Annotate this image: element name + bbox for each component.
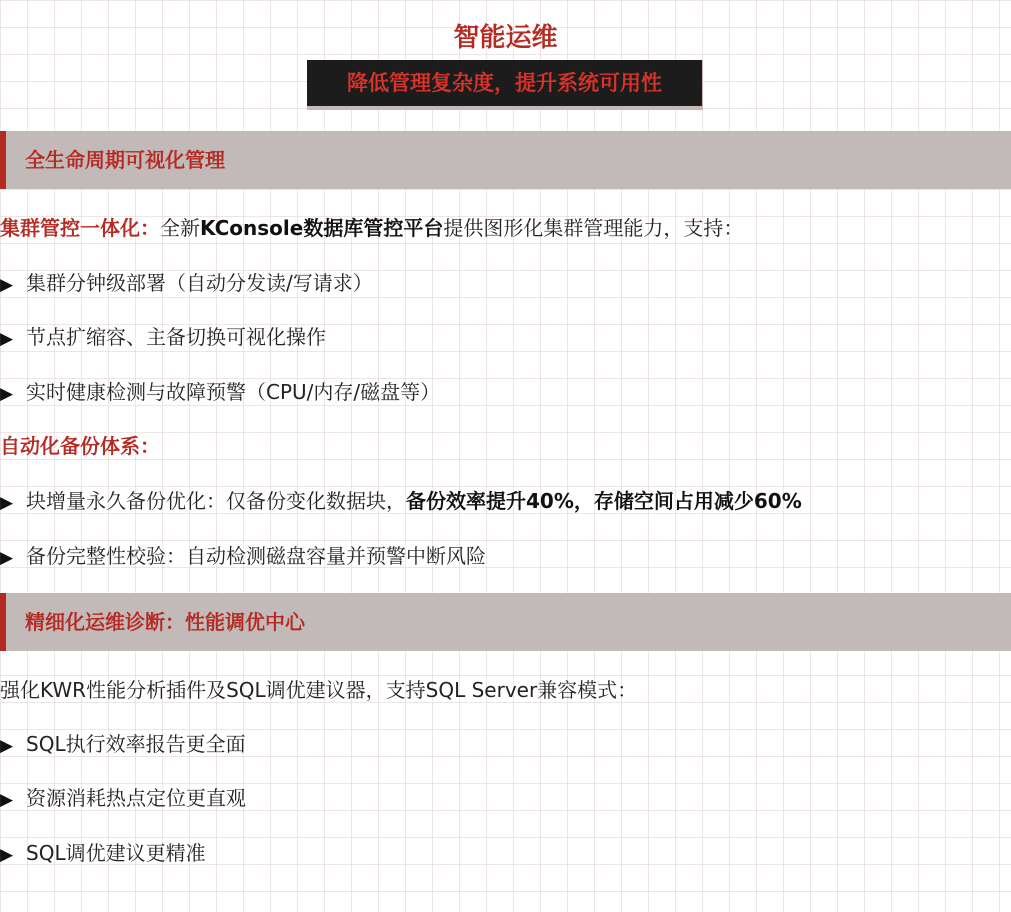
bullet-icon: ▶ <box>0 736 14 756</box>
list-item-text: 块增量永久备份优化：仅备份变化数据块， <box>26 489 406 513</box>
list-item-text: SQL调优建议更精准 <box>26 841 206 865</box>
page-title: 智能运维 <box>453 23 558 53</box>
list-item <box>0 268 373 300</box>
list-item <box>0 541 486 573</box>
bullet-icon: ▶ <box>0 548 14 568</box>
list-item <box>0 783 246 815</box>
kconsole-product-name: KConsole数据库管控平台 <box>200 216 444 240</box>
section-header-lifecycle: 全生命周期可视化管理 <box>0 131 1011 189</box>
list-item-text: 节点扩缩容、主备切换可视化操作 <box>26 325 326 349</box>
list-item <box>0 322 326 354</box>
bullet-icon: ▶ <box>0 845 14 865</box>
backup-system-heading <box>0 431 160 461</box>
cluster-management-intro <box>0 213 743 243</box>
backup-efficiency-highlight: 备份效率提升40%，存储空间占用减少60% <box>406 489 802 513</box>
intro-text-after: 提供图形化集群管理能力，支持： <box>443 216 744 240</box>
list-item-text: 集群分钟级部署（自动分发读/写请求） <box>26 271 373 295</box>
performance-intro: 强化KWR性能分析插件及SQL调优建议器，支持SQL Server兼容模式： <box>0 678 638 702</box>
bullet-icon: ▶ <box>0 790 14 810</box>
section-header-performance: 精细化运维诊断：性能调优中心 <box>0 593 1011 651</box>
list-item-text: SQL执行效率报告更全面 <box>26 732 246 756</box>
list-item-text: 实时健康检测与故障预警（CPU/内存/磁盘等） <box>26 380 441 404</box>
list-item <box>0 486 802 518</box>
list-item <box>0 838 206 870</box>
bullet-icon: ▶ <box>0 329 14 349</box>
intro-text-before: 全新 <box>160 216 200 240</box>
subtitle-banner: 降低管理复杂度，提升系统可用性 <box>307 60 703 110</box>
list-item <box>0 729 246 761</box>
cluster-management-label: 集群管控一体化： <box>0 216 160 240</box>
list-item-text: 资源消耗热点定位更直观 <box>26 786 246 810</box>
bullet-icon: ▶ <box>0 493 14 513</box>
bullet-icon: ▶ <box>0 384 14 404</box>
bullet-icon: ▶ <box>0 275 14 295</box>
backup-system-label: 自动化备份体系： <box>0 434 160 458</box>
list-item <box>0 377 440 409</box>
list-item-text: 备份完整性校验：自动检测磁盘容量并预警中断风险 <box>26 544 486 568</box>
